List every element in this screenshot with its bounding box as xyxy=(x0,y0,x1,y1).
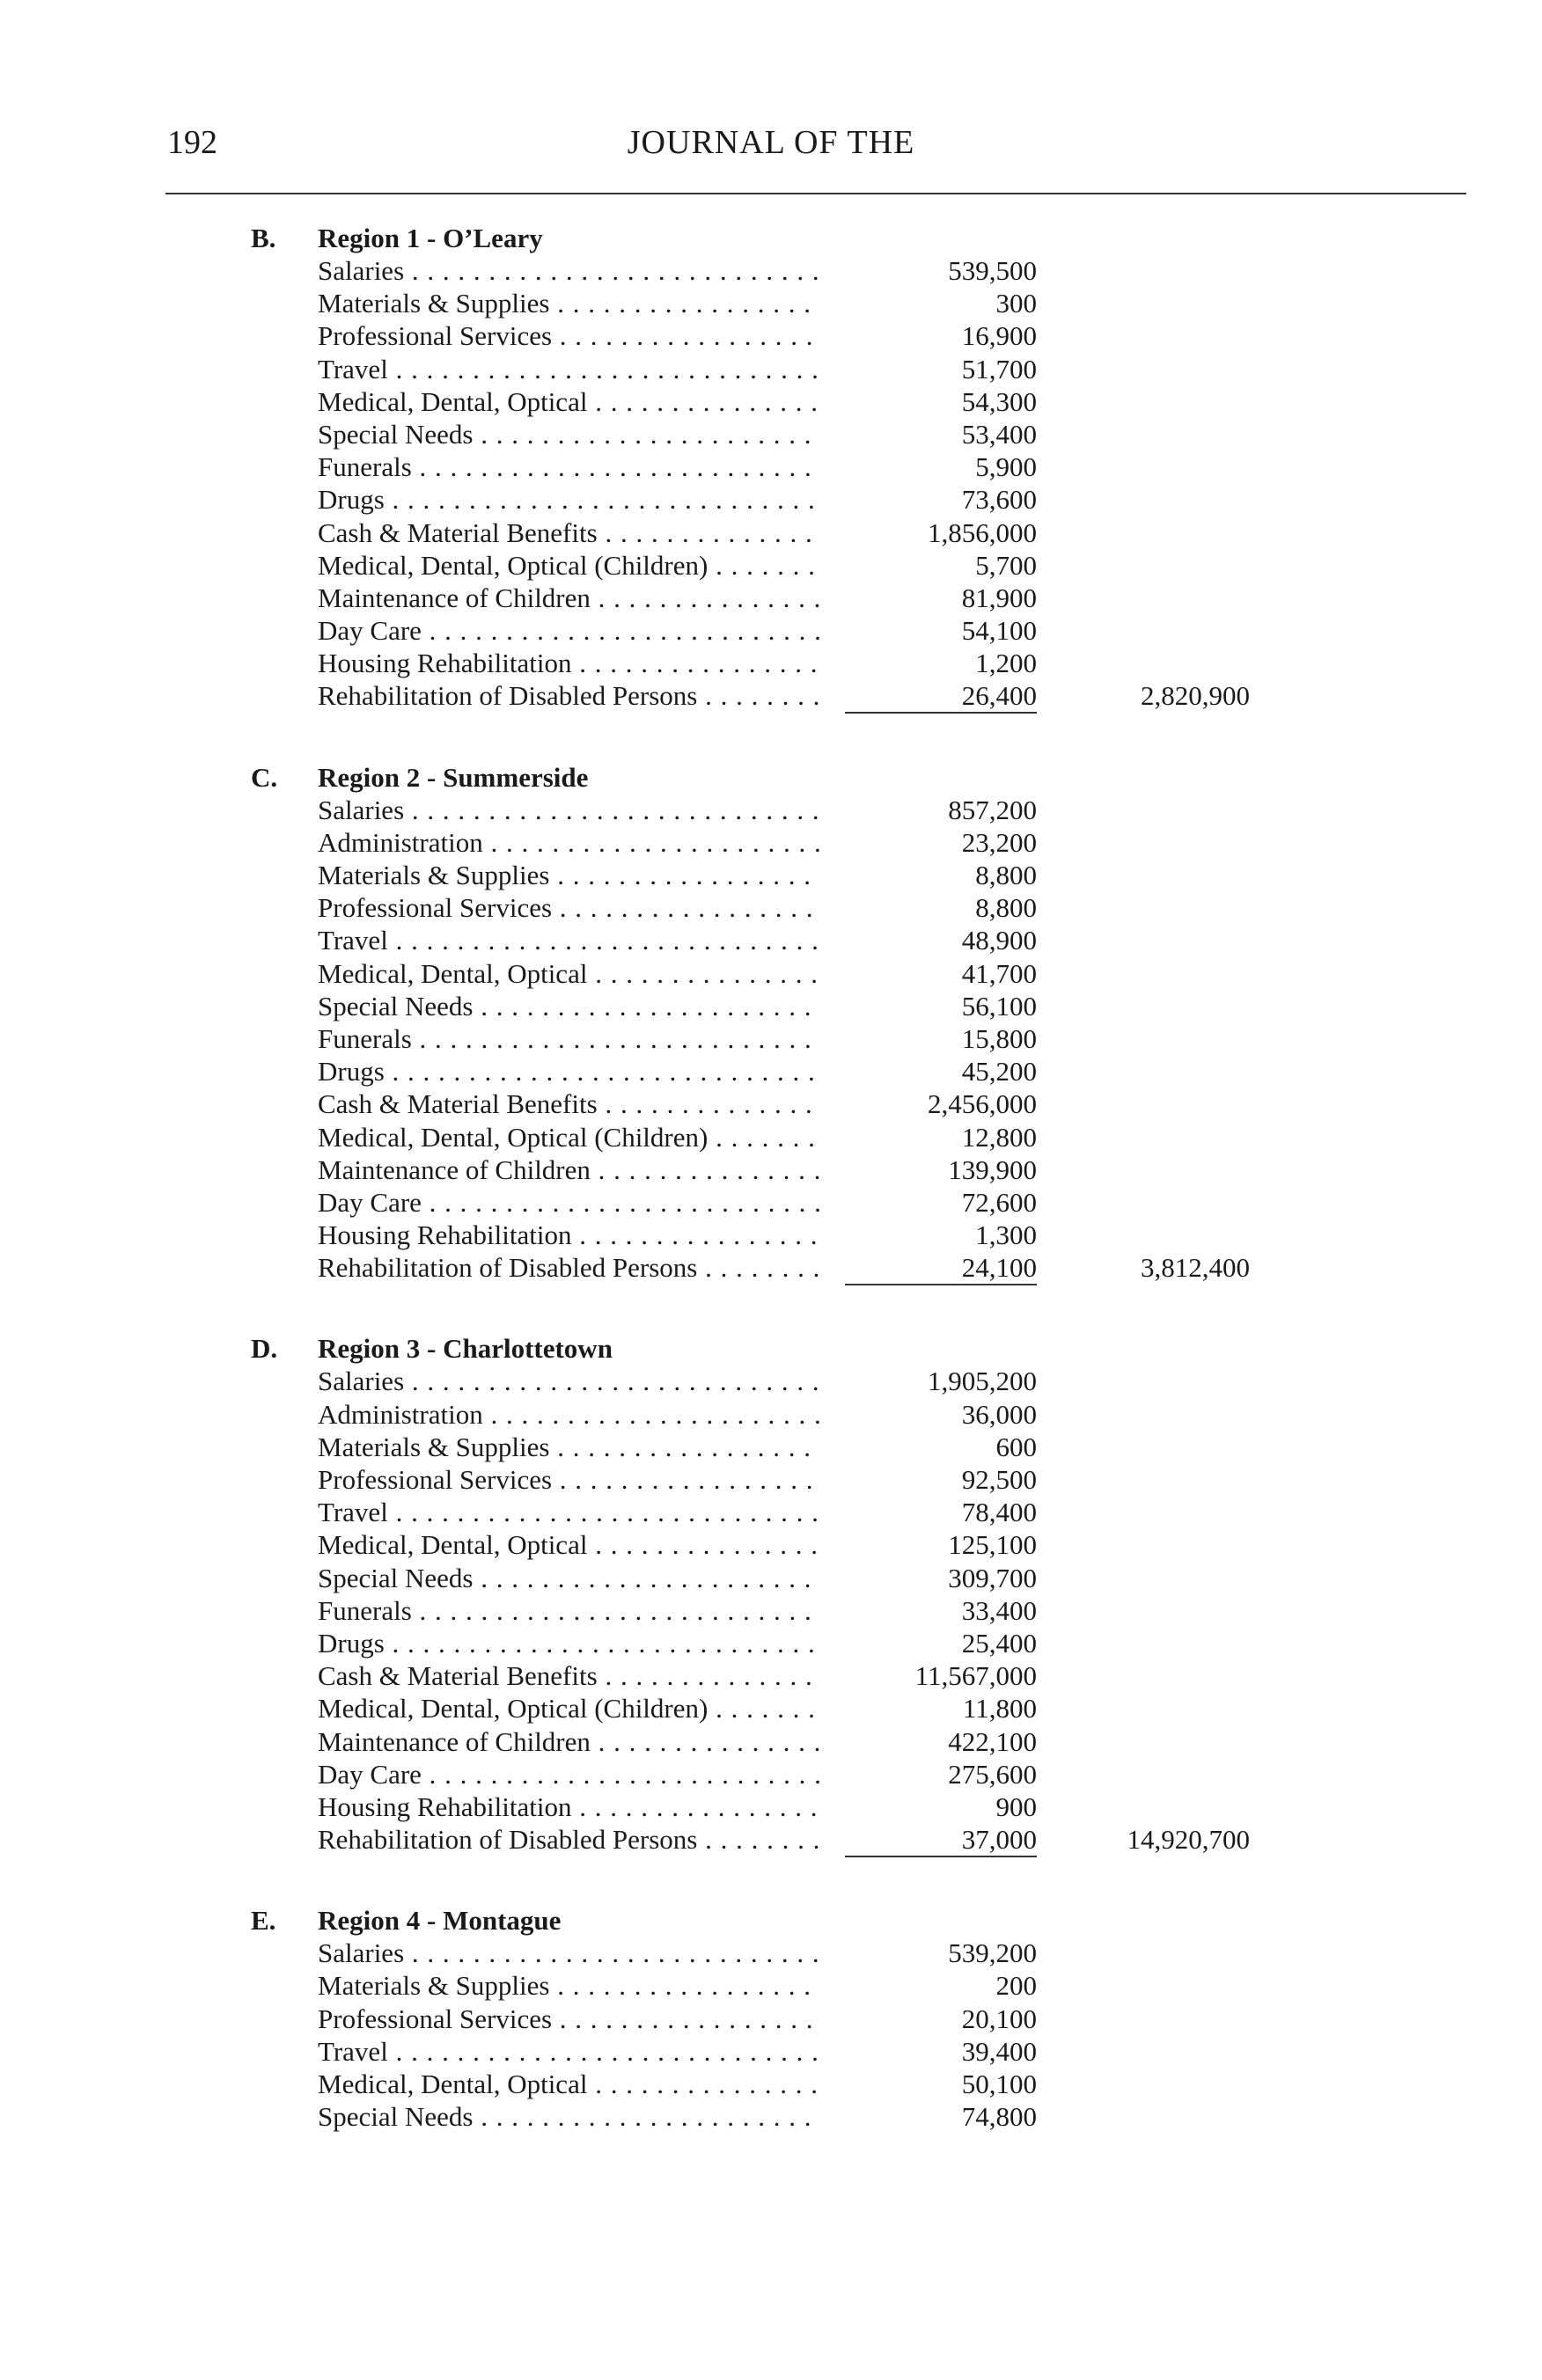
line-item-row xyxy=(0,1659,1542,1692)
line-item-label: Funerals . . . xyxy=(318,1594,819,1627)
line-item-label: Medical, Dental, Optical (Children) . . . xyxy=(318,1692,819,1725)
line-item-amount: 45,200 xyxy=(961,1056,1037,1087)
line-item-label: Salaries . . . xyxy=(318,254,819,287)
line-item-amount: 275,600 xyxy=(948,1758,1037,1790)
line-item-amount: 72,600 xyxy=(961,1186,1037,1218)
line-item-row xyxy=(0,385,1542,418)
line-item-label: Funerals . . . xyxy=(318,450,819,483)
line-item-label: Rehabilitation of Disabled Persons . . . xyxy=(318,1251,819,1284)
line-item-amount: 8,800 xyxy=(975,892,1037,924)
line-item-row xyxy=(0,990,1542,1022)
page-number: 192 xyxy=(167,124,217,161)
line-item-label: Salaries . . . xyxy=(318,1365,819,1397)
line-item-row xyxy=(0,1692,1542,1725)
line-item-label: Materials & Supplies . . . xyxy=(318,859,819,891)
line-item-row xyxy=(0,1251,1542,1284)
line-item-amount: 2,456,000 xyxy=(928,1088,1037,1120)
line-item-amount: 539,200 xyxy=(948,1937,1037,1969)
line-item-amount: 74,800 xyxy=(961,2101,1037,2133)
line-item-amount: 56,100 xyxy=(961,990,1037,1022)
line-item-row xyxy=(0,2003,1542,2035)
line-item-amount: 422,100 xyxy=(948,1725,1037,1757)
section-title: Region 3 - Charlottetown xyxy=(318,1333,613,1365)
line-item-row xyxy=(0,319,1542,352)
line-item-label: Rehabilitation of Disabled Persons . . . xyxy=(318,679,819,712)
line-item-label: Cash & Material Benefits . . . xyxy=(318,516,819,549)
line-item-amount: 20,100 xyxy=(961,2003,1037,2034)
budget-section xyxy=(0,1332,1542,1856)
line-item-amount: 78,400 xyxy=(961,1497,1037,1528)
line-item-label: Materials & Supplies . . . xyxy=(318,287,819,319)
line-item-amount: 54,100 xyxy=(961,615,1037,647)
section-total: 2,820,900 xyxy=(1141,680,1250,712)
line-item-label: Medical, Dental, Optical . . . xyxy=(318,385,819,418)
line-item-label: Housing Rehabilitation . . . xyxy=(318,1790,819,1823)
line-item-amount: 900 xyxy=(995,1790,1037,1822)
line-item-amount: 51,700 xyxy=(961,353,1037,384)
line-item-amount: 50,100 xyxy=(961,2069,1037,2099)
line-item-row xyxy=(0,924,1542,956)
line-item-amount: 33,400 xyxy=(961,1594,1037,1626)
appropriation-sections xyxy=(0,222,1542,2181)
line-item-label: Drugs . . . xyxy=(318,1627,819,1659)
section-title: Region 1 - O’Leary xyxy=(318,223,543,253)
line-item-row xyxy=(0,1758,1542,1790)
line-item-row xyxy=(0,1937,1542,1969)
line-item-row xyxy=(0,1528,1542,1561)
line-item-label: Professional Services . . . xyxy=(318,1463,819,1496)
line-item-row xyxy=(0,1562,1542,1594)
line-item-label: Professional Services . . . xyxy=(318,2003,819,2035)
line-item-amount: 73,600 xyxy=(961,484,1037,516)
line-item-amount: 200 xyxy=(995,1970,1037,2002)
line-item-row xyxy=(0,418,1542,450)
line-item-amount: 1,300 xyxy=(975,1219,1037,1251)
line-item-label: Materials & Supplies . . . xyxy=(318,1431,819,1463)
line-item-row xyxy=(0,1365,1542,1397)
line-item-amount: 1,905,200 xyxy=(928,1366,1037,1397)
line-item-amount: 5,700 xyxy=(975,549,1037,581)
line-item-amount: 539,500 xyxy=(948,255,1037,286)
line-item-label: Cash & Material Benefits . . . xyxy=(318,1087,819,1120)
line-item-amount: 1,200 xyxy=(975,648,1037,679)
line-item-row xyxy=(0,647,1542,679)
line-item-label: Special Needs . . . xyxy=(318,990,819,1022)
line-item-label: Special Needs . . . xyxy=(318,418,819,450)
line-item-label: Special Needs . . . xyxy=(318,1562,819,1594)
line-item-amount: 11,800 xyxy=(962,1693,1037,1725)
line-item-row xyxy=(0,1594,1542,1627)
line-item-label: Funerals . . . xyxy=(318,1022,819,1055)
line-item-row xyxy=(0,1087,1542,1120)
line-item-amount: 15,800 xyxy=(961,1022,1037,1054)
line-item-label: Travel . . . xyxy=(318,353,819,385)
line-item-amount: 125,100 xyxy=(948,1529,1037,1561)
line-item-amount: 92,500 xyxy=(961,1464,1037,1495)
line-item-label: Maintenance of Children . . . xyxy=(318,1153,819,1186)
line-item-label: Travel . . . xyxy=(318,2035,819,2068)
line-item-row xyxy=(0,549,1542,582)
line-item-label: Housing Rehabilitation . . . xyxy=(318,1219,819,1251)
line-item-amount: 8,800 xyxy=(975,860,1037,890)
line-item-label: Special Needs . . . xyxy=(318,2100,819,2133)
line-item-row xyxy=(0,2035,1542,2068)
line-item-label: Medical, Dental, Optical (Children) . . . xyxy=(318,1121,819,1153)
line-item-amount: 25,400 xyxy=(961,1627,1037,1659)
line-item-row xyxy=(0,794,1542,826)
line-item-amount: 36,000 xyxy=(961,1398,1037,1430)
line-item-label: Medical, Dental, Optical . . . xyxy=(318,1528,819,1561)
budget-section xyxy=(0,1904,1542,2133)
line-item-label: Day Care . . . xyxy=(318,1186,819,1219)
section-letter: C. xyxy=(251,761,278,793)
budget-section xyxy=(0,222,1542,713)
line-item-label: Drugs . . . xyxy=(318,483,819,516)
line-item-row xyxy=(0,1121,1542,1153)
line-item-label: Salaries . . . xyxy=(318,1937,819,1969)
line-item-amount: 16,900 xyxy=(961,320,1037,352)
line-item-row xyxy=(0,582,1542,614)
line-item-label: Travel . . . xyxy=(318,1496,819,1528)
line-item-label: Salaries . . . xyxy=(318,794,819,826)
line-item-row xyxy=(0,826,1542,859)
line-item-row xyxy=(0,1186,1542,1219)
line-item-row xyxy=(0,1022,1542,1055)
line-item-amount: 23,200 xyxy=(961,826,1037,858)
line-item-amount: 24,100 xyxy=(845,1251,1037,1285)
line-item-amount: 1,856,000 xyxy=(928,516,1037,548)
line-item-row xyxy=(0,679,1542,712)
line-item-row xyxy=(0,614,1542,647)
line-item-amount: 5,900 xyxy=(975,451,1037,483)
line-item-amount: 139,900 xyxy=(948,1153,1037,1185)
line-item-row xyxy=(0,1725,1542,1758)
line-item-amount: 12,800 xyxy=(961,1121,1037,1153)
line-item-row xyxy=(0,516,1542,549)
line-item-row xyxy=(0,1431,1542,1463)
line-item-amount: 48,900 xyxy=(961,925,1037,956)
line-item-amount: 54,300 xyxy=(961,385,1037,417)
section-total: 14,920,700 xyxy=(1127,1824,1250,1856)
line-item-amount: 11,567,000 xyxy=(914,1660,1037,1692)
line-item-row xyxy=(0,957,1542,990)
line-item-label: Professional Services . . . xyxy=(318,319,819,352)
line-item-amount: 26,400 xyxy=(845,679,1037,714)
line-item-amount: 39,400 xyxy=(961,2035,1037,2067)
section-letter: D. xyxy=(251,1333,278,1365)
section-total: 3,812,400 xyxy=(1141,1252,1250,1284)
line-item-row xyxy=(0,483,1542,516)
line-item-amount: 309,700 xyxy=(948,1562,1037,1593)
line-item-row xyxy=(0,1969,1542,2002)
line-item-row xyxy=(0,891,1542,924)
line-item-amount: 300 xyxy=(995,288,1037,319)
line-item-row xyxy=(0,2100,1542,2133)
line-item-row xyxy=(0,287,1542,319)
line-item-label: Medical, Dental, Optical . . . xyxy=(318,957,819,990)
line-item-amount: 37,000 xyxy=(845,1823,1037,1857)
line-item-label: Rehabilitation of Disabled Persons . . . xyxy=(318,1823,819,1856)
line-item-row xyxy=(0,1823,1542,1856)
line-item-row xyxy=(0,1627,1542,1659)
line-item-label: Administration . . . xyxy=(318,1398,819,1431)
line-item-row xyxy=(0,1153,1542,1186)
section-title: Region 4 - Montague xyxy=(318,1905,562,1937)
line-item-row xyxy=(0,1496,1542,1528)
section-letter: B. xyxy=(251,223,276,253)
line-item-amount: 600 xyxy=(995,1431,1037,1462)
line-item-amount: 41,700 xyxy=(961,957,1037,989)
line-item-row xyxy=(0,859,1542,891)
line-item-amount: 81,900 xyxy=(961,582,1037,613)
budget-section xyxy=(0,761,1542,1285)
line-item-label: Travel . . . xyxy=(318,924,819,956)
section-letter: E. xyxy=(251,1905,276,1937)
line-item-label: Administration . . . xyxy=(318,826,819,859)
running-head: JOURNAL OF THE xyxy=(627,124,915,161)
line-item-row xyxy=(0,1790,1542,1823)
line-item-label: Drugs . . . xyxy=(318,1055,819,1087)
line-item-label: Maintenance of Children . . . xyxy=(318,582,819,614)
line-item-row xyxy=(0,1219,1542,1251)
line-item-row xyxy=(0,2068,1542,2100)
line-item-label: Housing Rehabilitation . . . xyxy=(318,647,819,679)
line-item-label: Cash & Material Benefits . . . xyxy=(318,1659,819,1692)
line-item-row xyxy=(0,1463,1542,1496)
line-item-label: Day Care . . . xyxy=(318,1758,819,1790)
section-title: Region 2 - Summerside xyxy=(318,761,589,793)
line-item-label: Medical, Dental, Optical (Children) . . . xyxy=(318,549,819,582)
line-item-label: Maintenance of Children . . . xyxy=(318,1725,819,1758)
line-item-row xyxy=(0,254,1542,287)
line-item-amount: 53,400 xyxy=(961,418,1037,450)
line-item-label: Professional Services . . . xyxy=(318,891,819,924)
line-item-row xyxy=(0,1398,1542,1431)
line-item-row xyxy=(0,450,1542,483)
line-item-label: Medical, Dental, Optical . . . xyxy=(318,2068,819,2100)
line-item-row xyxy=(0,1055,1542,1087)
line-item-amount: 857,200 xyxy=(948,794,1037,825)
header-rule xyxy=(165,193,1466,194)
line-item-row xyxy=(0,353,1542,385)
line-item-label: Day Care . . . xyxy=(318,614,819,647)
line-item-label: Materials & Supplies . . . xyxy=(318,1969,819,2002)
